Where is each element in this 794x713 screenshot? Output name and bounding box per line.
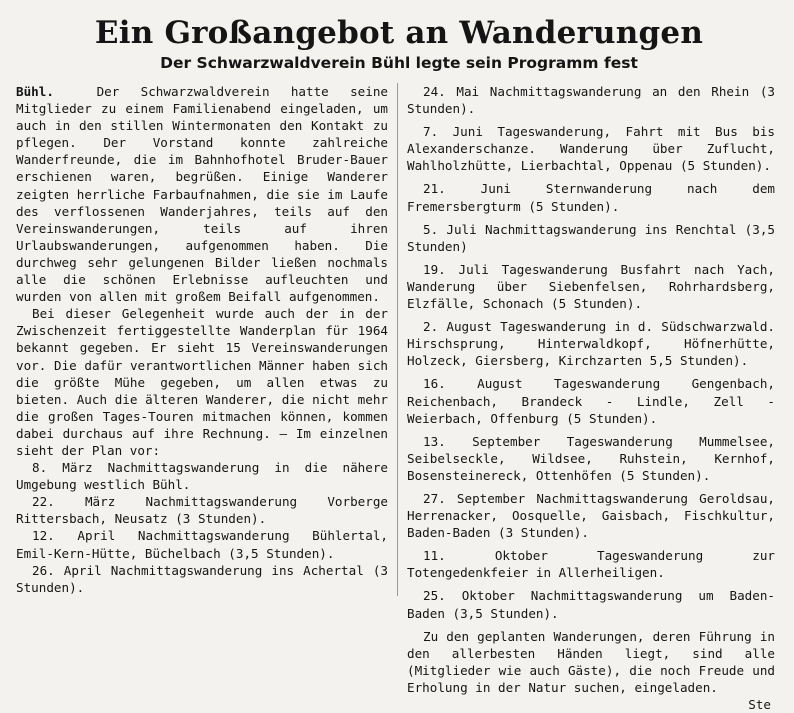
- right-column: [398, 83, 775, 713]
- subheadline: Der Schwarzwaldverein Bühl legte sein Programm fest: [160, 54, 638, 72]
- schedule-item: 24. Mai Nachmittagswanderung an den Rhein (3 Stunden).: [407, 84, 775, 117]
- schedule-item: 5. Juli Nachmittagswanderung ins Renchtal (3,5 Stunden): [407, 221, 775, 254]
- headline: Ein Großangebot an Wanderungen: [94, 15, 704, 51]
- plan-paragraph: Bei dieser Gelegenheit wurde auch der in der Zwischenzeit fertiggestellte Wanderplan für 1964 bekannt gegeben. Er sieht 15 Vereinswanderungen vor. Die dafür verantwortlichen Männer haben sich die größte Mühe gegeben, um allen etwas zu bieten. Auch die älteren Wanderer, die nicht mehr die großen Tages-Touren mitmachen können, kommen dabei durchaus auf ihre Rechnung. — Im einzelnen sieht der Plan vor:: [16, 306, 388, 458]
- schedule-item: 27. September Nachmittagswanderung Geroldsau, Herrenacker, Oosquelle, Gaisbach, Fischkultur, Baden-Baden (3 Stunden).: [407, 490, 775, 541]
- schedule-item: 13. September Tageswanderung Mummelsee, Seibelseckle, Wildsee, Ruhstein, Kernhof, Bosensteinereck, Ottenhöfen (5 Stunden).: [407, 433, 775, 483]
- schedule-item: 19. Juli Tageswanderung Busfahrt nach Yach, Wanderung über Siebenfelsen, Rohrhardsberg, Elzfälle, Schonach (5 Stunden).: [407, 261, 775, 312]
- schedule-item: 25. Oktober Nachmittagswanderung um Baden-Baden (3,5 Stunden).: [407, 588, 775, 621]
- left-column: [16, 83, 398, 596]
- schedule-item: 8. März Nachmittagswanderung in die nähere Umgebung westlich Bühl.: [16, 460, 388, 493]
- schedule-item: 7. Juni Tageswanderung, Fahrt mit Bus bis Alexanderschanze. Wanderung über Zuflucht, Wahlholzhütte, Lierbachtal, Oppenau (5 Stunden).: [407, 124, 775, 174]
- author-signature: Ste: [748, 697, 771, 712]
- intro-paragraph: [16, 83, 388, 305]
- article-columns: [16, 83, 782, 713]
- schedule-item: 16. August Tageswanderung Gengenbach, Reichenbach, Brandeck - Lindle, Zell - Weierbach, Offenburg (5 Stunden).: [407, 376, 775, 426]
- schedule-item: 12. April Nachmittagswanderung Bühlertal, Emil-Kern-Hütte, Büchelbach (3,5 Stunden).: [16, 528, 388, 561]
- schedule-item: 11. Oktober Tageswanderung zur Totengedenkfeier in Allerheiligen.: [407, 548, 775, 581]
- schedule-item: 26. April Nachmittagswanderung ins Achertal (3 Stunden).: [16, 562, 388, 595]
- schedule-item: 2. August Tageswanderung in d. Südschwarzwald. Hirschsprung, Hinterwaldkopf, Höfnerhütte, Holzeck, Giersberg, Kirchzarten 5,5 Stunden).: [407, 319, 775, 369]
- intro-text: Der Schwarzwaldverein hatte seine Mitglieder zu einem Familienabend eingeladen, um auch in den stillen Wintermonaten den Kontakt zu pflegen. Der Vorstand konnte zahlreiche Wanderfreunde, die im Bahnhofhotel Bruder-Bauer erschienen waren, begrüßen. Einige Wanderer zeigten herrliche Farbaufnahmen, die sie im Laufe des verflossenen Wanderjahres, teils auf den Vereinswanderungen, teils auf ihren Urlaubswanderungen, aufgenommen haben. Die durchweg sehr gelungenen Bilder ließen nochmals alle die schönen Erlebnisse aufleuchten und wurden von allen mit großem Beifall aufgenommen.: [16, 84, 388, 305]
- schedule-item: 21. Juni Sternwanderung nach dem Fremersbergturm (5 Stunden).: [407, 181, 775, 214]
- dateline: Bühl.: [16, 84, 54, 99]
- schedule-item: 22. März Nachmittagswanderung Vorberge Rittersbach, Neusatz (3 Stunden).: [16, 494, 388, 527]
- closing-paragraph: Zu den geplanten Wanderungen, deren Führung in den allerbesten Händen liegt, sind alle (Mitglieder wie auch Gäste), die noch Freude und Erholung in der Natur suchen, eingeladen.: [407, 628, 775, 695]
